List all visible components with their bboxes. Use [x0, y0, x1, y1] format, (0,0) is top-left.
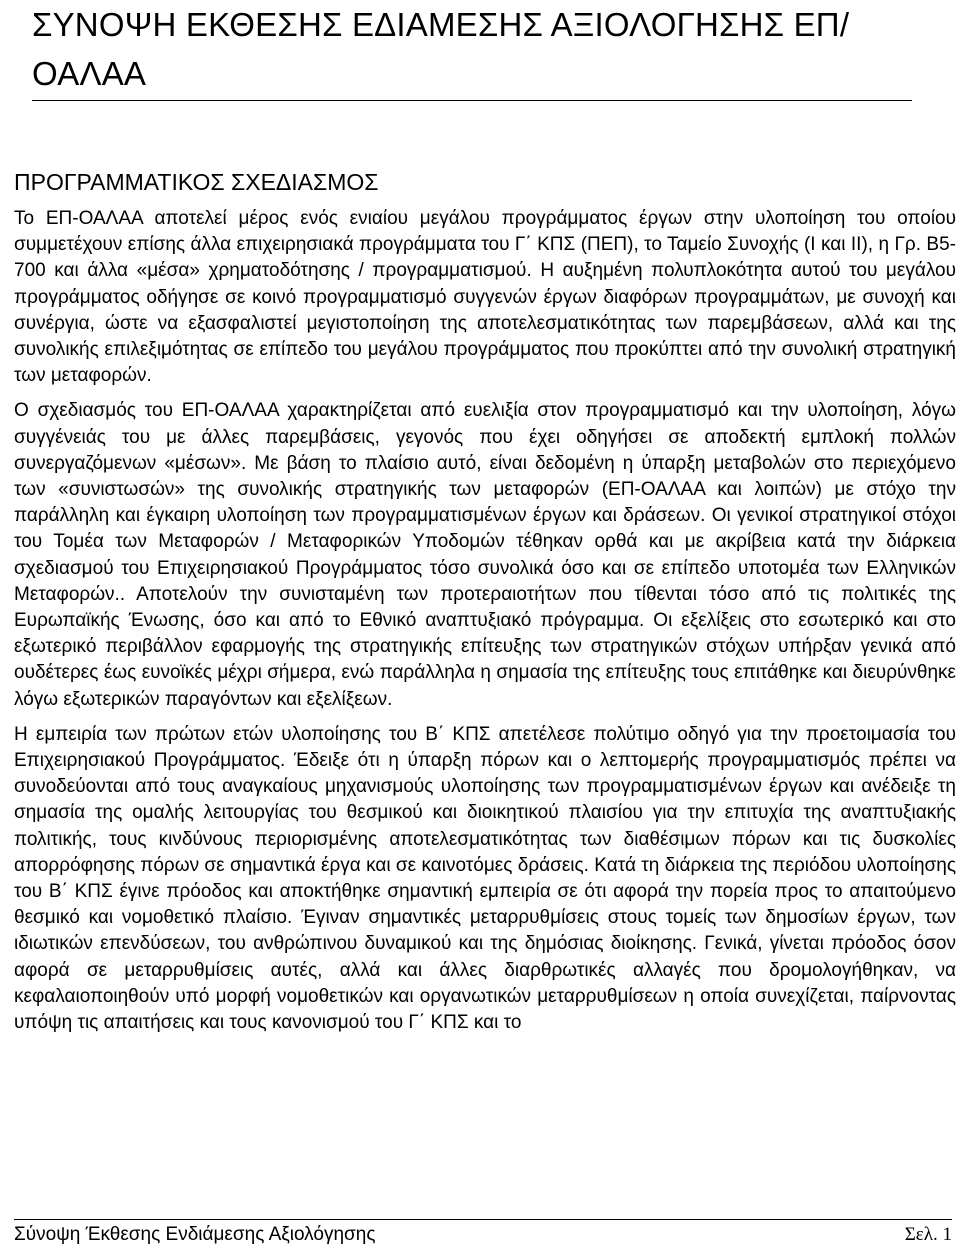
paragraph-1: Το ΕΠ-ΟΑΛΑΑ αποτελεί μέρος ενός ενιαίου μεγάλου προγράμματος έργων στην υλοποίηση του οποίου συμμετέχουν επίσης άλλα επιχειρησιακά προγράμματα του Γ΄ ΚΠΣ (ΠΕΠ), το Ταμείο Συνοχής (Ι και ΙΙ), η Γρ. Β5-700 και άλλα «μέσα» χρηματοδότησης / προγραμματισμού. Η αυξημένη πολυπλοκότητα αυτού του μεγάλου προγράμματος οδήγησε σε κοινό προγραμματισμό συγγενών έργων διαφόρων προγραμμάτων, με συνοχή και συνέργια, ώστε να εξασφαλιστεί μεγιστοποίηση της αποτελεσματικότητας των παρεμβάσεων, αλλά και της συνολικής επιλεξιμότητας σε επίπεδο του μεγάλου προγράμματος που προκύπτει από την συνολική στρατηγική των μεταφορών. — [14, 208, 956, 387]
body-text — [14, 206, 956, 1036]
paragraph-2: Ο σχεδιασμός του ΕΠ-ΟΑΛΑΑ χαρακτηρίζεται από ευελιξία στον προγραμματισμό και την υλοποίηση, λόγω συγγένειάς του με άλλες παρεμβάσεις, γεγονός που έχει οδηγήσει σε αποδεκτή εμπλοκή πολλών συνεργαζόμενων «μέσων». Με βάση το πλαίσιο αυτό, είναι δεδομένη η ύπαρξη μεταβολών στο περιεχόμενο των «συνιστωσών» της συνολικής στρατηγικής των μεταφορών (ΕΠ-ΟΑΛΑΑ και λοιπών) με στόχο την παράλληλη και έγκαιρη υλοποίηση των προγραμματισμένων έργων και δράσεων. Οι γενικοί στρατηγικοί στόχοι του Τομέα των Μεταφορών / Μεταφορικών Υποδομών τέθηκαν ορθά και με ακρίβεια κατά την διάρκεια σχεδιασμού του Επιχειρησιακού Προγράμματος τόσο συνολικά όσο και σε επίπεδο υποτομέα των Ελληνικών Μεταφορών.. Αποτελούν την συνισταμένη των προτεραιοτήτων που τίθενται τόσο από τις πολιτικές της Ευρωπαϊκής Ένωσης, όσο και από το Εθνικό αναπτυξιακό πρόγραμμα. Οι εξελίξεις στο εσωτερικό και στο εξωτερικό περιβάλλον εφαρμογής της στρατηγικής επίτευξης των στρατηγικών στόχων υπήρξαν γενικά από ουδέτερες έως ευνοϊκές μέχρι σήμερα, ενώ παράλληλα η σημασία της επίτευξης τους επιτάθηκε και διευρύνθηκε λόγω εξωτερικών παραγόντων και εξελίξεων. — [14, 400, 956, 710]
paragraph-3: Η εμπειρία των πρώτων ετών υλοποίησης του Β΄ ΚΠΣ απετέλεσε πολύτιμο οδηγό για την προετοιμασία του Επιχειρησιακού Προγράμματος. Έδειξε ότι η ύπαρξη πόρων και ο λεπτομερής προγραμματισμός πρέπει να συνοδεύονται από τους αναγκαίους μηχανισμούς υλοποίησης των προγραμματισμένων έργων και ανέδειξε τη σημασία της ομαλής λειτουργίας του θεσμικού και διοικητικού πλαισίου για την επιτυχία της αναπτυξιακής πολιτικής, τους κινδύνους περιορισμένης αποτελεσματικότητας των διαθέσιμων πόρων και τις δυσκολίες απορρόφησης πόρων σε σημαντικά έργα και σε καινοτόμες δράσεις. Κατά τη διάρκεια της περιόδου υλοποίησης του Β΄ ΚΠΣ έγινε πρόοδος και αποκτήθηκε σημαντική εμπειρία σε ότι αφορά την πορεία προς το απαιτούμενο θεσμικό και νομοθετικό πλαίσιο. Έγιναν σημαντικές μεταρρυθμίσεις στους τομείς των δημοσίων έργων, των ιδιωτικών επενδύσεων, του ανθρώπινου δυναμικού και της δημόσιας διοίκησης. Γενικά, γίνεται πρόοδος όσον αφορά σε μεταρρυθμίσεις αυτές, αλλά και άλλες διαρθρωτικές αλλαγές που δρομολογήθηκαν, να κεφαλαιοποιηθούν υπό μορφή νομοθετικών και οργανωτικών μεταρρυθμίσεων η οποία συνεχίζεται, παίρνοντας υπόψη τις απαιτήσεις και τους κανονισμού του Γ΄ ΚΠΣ και το — [14, 723, 956, 1034]
document-title: ΣΥΝΟΨΗ ΕΚΘΕΣΗΣ ΕΔΙΑΜΕΣΗΣ ΑΞΙΟΛΟΓΗΣΗΣ ΕΠ/ΟΑΛΑΑ — [32, 6, 850, 92]
page-number: Σελ. 1 — [904, 1224, 952, 1245]
footer-document-name: Σύνοψη Έκθεσης Ενδιάμεσης Αξιολόγησης — [14, 1224, 376, 1245]
footer-divider — [14, 1219, 952, 1220]
page-footer — [14, 1222, 952, 1248]
section-heading: ΠΡΟΓΡΑΜΜΑΤΙΚΟΣ ΣΧΕΔΙΑΣΜΟΣ — [14, 169, 379, 195]
title-divider — [32, 100, 912, 101]
